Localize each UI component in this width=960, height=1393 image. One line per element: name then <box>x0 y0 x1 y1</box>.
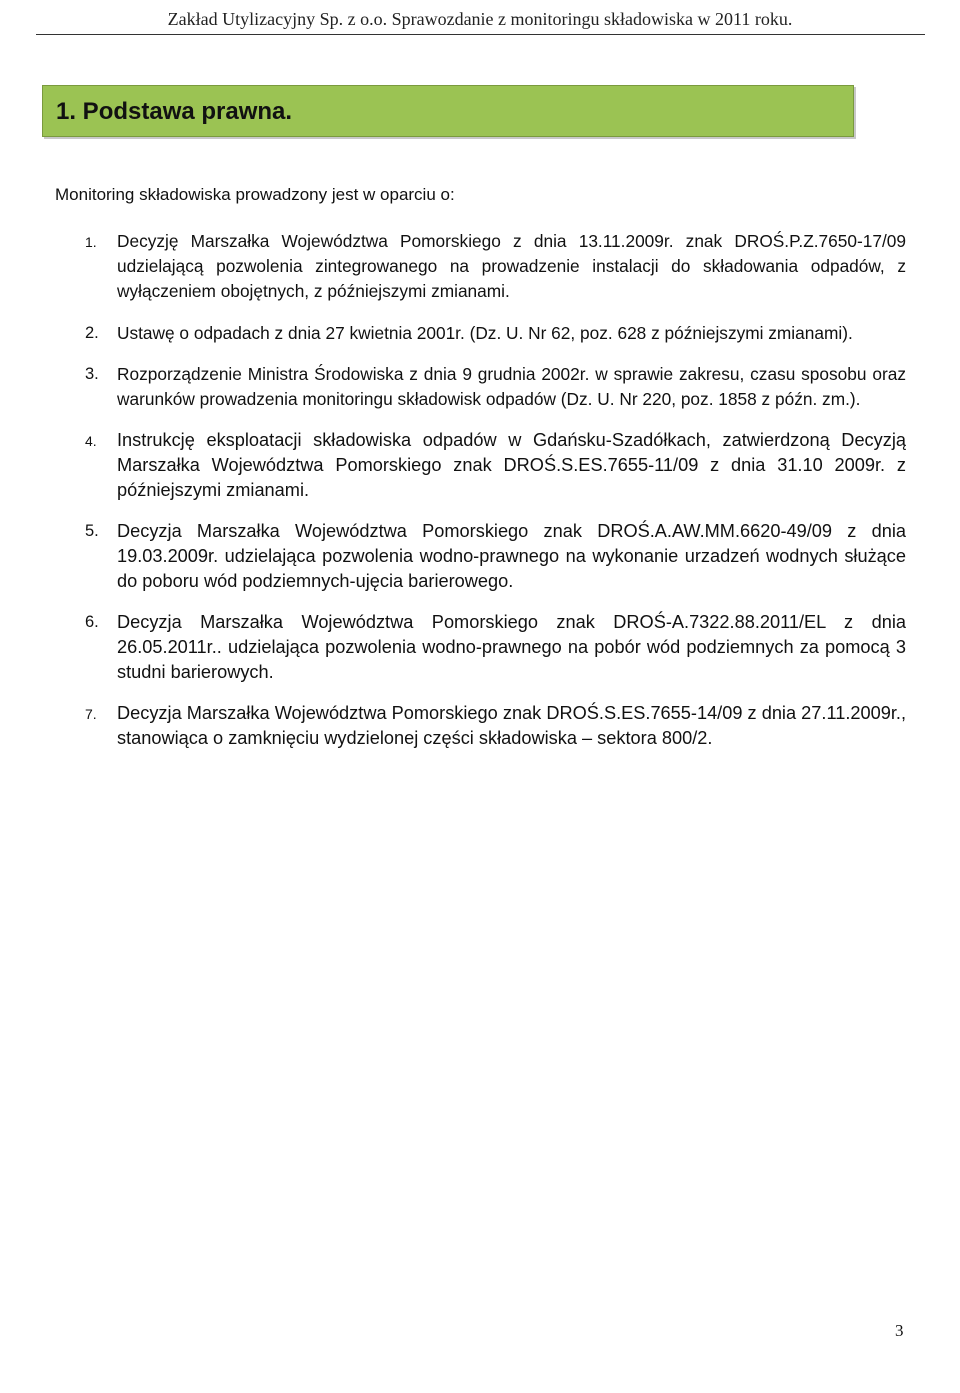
list-item-number: 3. <box>85 364 99 383</box>
list-item-text: Decyzję Marszałka Województwa Pomorskiego z dnia 13.11.2009r. znak DROŚ.P.Z.7650-17/09 udzielającą pozwolenia zintegrowanego na prowadzenie instalacji do składowania odpadów, z wyłączeniem obojętnych, z późniejszymi zmianami. <box>117 231 906 302</box>
list-item-number: 6. <box>85 613 99 632</box>
running-header: Zakład Utylizacyjny Sp. z o.o. Sprawozdanie z monitoringu składowiska w 2011 roku. <box>167 9 793 29</box>
intro-paragraph: Monitoring składowiska prowadzony jest w oparciu o: <box>55 185 455 204</box>
list-item-text: Ustawę o odpadach z dnia 27 kwietnia 2001r. (Dz. U. Nr 62, poz. 628 z późniejszymi zmianami). <box>117 322 853 343</box>
legal-basis-list <box>0 229 960 767</box>
list-item-text: Rozporządzenie Ministra Środowiska z dnia 9 grudnia 2002r. w sprawie zakresu, czasu sposobu oraz warunków prowadzenia monitoringu składowisk odpadów (Dz. U. Nr 220, poz. 1858 z późn. zm.). <box>117 363 906 410</box>
list-item-number: 1. <box>85 234 97 250</box>
header-divider <box>36 34 925 35</box>
page-number: 3 <box>895 1321 904 1340</box>
list-item-number: 7. <box>85 706 97 723</box>
list-item-number: 2. <box>85 323 99 342</box>
list-item <box>0 519 960 594</box>
list-item-text: Decyzja Marszałka Województwa Pomorskiego znak DROŚ.A.AW.MM.6620-49/09 z dnia 19.03.2009r. udzielająca pozwolenia wodno-prawnego na wykonanie urzadzeń wodnych służące do poboru wód podziemnych-ujęcia barierowego. <box>117 521 906 592</box>
list-item <box>0 362 960 412</box>
list-item-text: Decyzja Marszałka Województwa Pomorskiego znak DROŚ.S.ES.7655-14/09 z dnia 27.11.2009r., stanowiąca o zamknięciu wydzielonej części składowiska – sektora 800/2. <box>117 703 906 749</box>
list-item <box>0 428 960 503</box>
list-item-text: Instrukcję eksploatacji składowiska odpadów w Gdańsku-Szadółkach, zatwierdzoną Decyzją Marszałka Województwa Pomorskiego znak DROŚ.S.ES.7655-11/09 z dnia 31.10 2009r. z późniejszymi zmianami. <box>117 430 906 501</box>
list-item-number: 5. <box>85 522 99 541</box>
list-item <box>0 701 960 751</box>
list-item-number: 4. <box>85 433 97 450</box>
list-item <box>0 321 960 346</box>
list-item <box>0 229 960 305</box>
section-heading-box <box>42 85 854 137</box>
section-title: 1. Podstawa prawna. <box>56 98 293 125</box>
list-item <box>0 610 960 685</box>
list-item-text: Decyzja Marszałka Województwa Pomorskiego znak DROŚ-A.7322.88.2011/EL z dnia 26.05.2011r.. udzielająca pozwolenia wodno-prawnego na pobór wód podziemnych za pomocą 3 studni barierowych. <box>117 612 906 683</box>
